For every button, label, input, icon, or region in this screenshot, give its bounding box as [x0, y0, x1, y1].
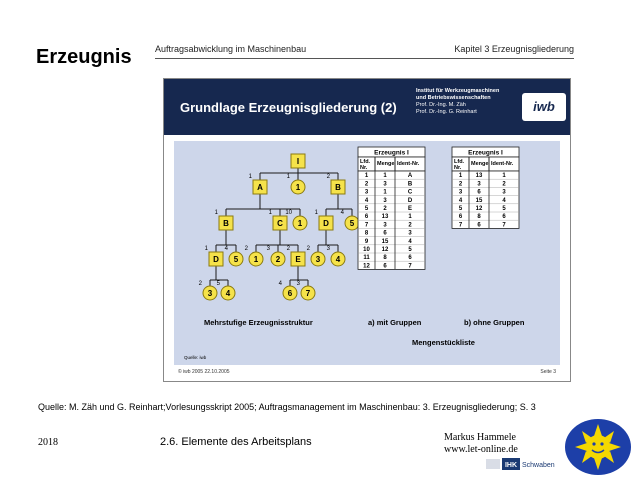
- quantity-label: 1: [248, 174, 252, 180]
- table-cell: 3: [364, 189, 369, 196]
- table-cell: 7: [502, 222, 506, 229]
- table-cell: 6: [477, 189, 481, 196]
- header-left: Auftragsabwicklung im Maschinenbau: [155, 44, 307, 54]
- structure-caption: Mehrstufige Erzeugnisstruktur: [204, 318, 313, 327]
- table-cell: A: [407, 173, 413, 180]
- footer-chapter: 2.6. Elemente des Arbeitsplans: [160, 436, 312, 448]
- node-label: 4: [335, 255, 341, 264]
- table-cell: 1: [383, 189, 387, 196]
- quantity-label: 4: [278, 281, 282, 287]
- quantity-label: 3: [326, 246, 330, 252]
- node-label: 1: [253, 255, 259, 264]
- quantity-label: 2: [306, 246, 310, 252]
- column-header: Lfd.: [454, 159, 465, 165]
- institute-line: Prof. Dr.-Ing. M. Zäh: [416, 102, 466, 108]
- quantity-label: 10: [285, 210, 292, 216]
- table-cell: 3: [408, 230, 412, 237]
- node-label: A: [257, 183, 263, 192]
- table-cell: 2: [458, 181, 463, 188]
- table-cell: 13: [475, 173, 483, 180]
- table-cell: D: [407, 197, 413, 204]
- node-label: 1: [297, 219, 303, 228]
- table-title: Erzeugnis I: [468, 149, 503, 157]
- table-cell: 10: [363, 247, 370, 253]
- table-cell: 15: [475, 197, 483, 204]
- table-cell: 3: [502, 189, 506, 196]
- embedded-footer-right: Seite 3: [540, 369, 556, 375]
- column-header: Menge: [377, 161, 395, 167]
- table-cell: 2: [383, 206, 387, 212]
- node-label: 5: [233, 255, 239, 264]
- table-cell: 1: [502, 173, 506, 180]
- table-cell: 5: [364, 206, 369, 212]
- table-title: Erzeugnis I: [374, 149, 409, 157]
- table-cell: 3: [477, 181, 481, 188]
- node-label: 2: [275, 255, 281, 264]
- table-cell: 6: [477, 222, 481, 229]
- table-cell: 6: [383, 263, 387, 270]
- embedded-title: Grundlage Erzeugnisgliederung (2): [180, 100, 397, 115]
- table-cell: 6: [364, 214, 369, 221]
- quantity-label: 2: [286, 246, 290, 252]
- institute-line: und Betriebswissenschaften: [416, 95, 491, 101]
- table-cell: 2: [502, 181, 506, 188]
- column-header: Nr.: [454, 165, 462, 171]
- table-cell: 6: [408, 255, 412, 262]
- quantity-label: 1: [314, 210, 318, 216]
- ihk-letters: IHK: [504, 462, 518, 469]
- table-cell: 4: [458, 197, 463, 204]
- table-cell: 8: [364, 230, 369, 237]
- table-cell: 3: [383, 222, 387, 229]
- column-header: Menge: [471, 161, 489, 167]
- ihk-region: Schwaben: [522, 462, 555, 469]
- quantity-label: 1: [268, 210, 272, 216]
- column-header: Ident-Nr.: [491, 161, 514, 167]
- table-cell: 12: [363, 263, 370, 270]
- node-label: 6: [287, 289, 293, 298]
- node-label: 1: [295, 183, 301, 192]
- table-cell: 11: [363, 255, 370, 262]
- quantity-label: 2: [326, 174, 330, 180]
- table-cell: 3: [458, 189, 463, 196]
- header-right: Kapitel 3 Erzeugnisgliederung: [454, 44, 574, 54]
- node-label: B: [335, 183, 341, 192]
- institute-line: Institut für Werkzeugmaschinen: [416, 88, 500, 94]
- quantity-label: 1: [286, 174, 290, 180]
- table-cell: 7: [408, 263, 412, 270]
- table-cell: E: [407, 206, 413, 212]
- table-cell: 5: [408, 247, 412, 253]
- table-cell: 6: [383, 230, 387, 237]
- institute-block: [416, 88, 499, 116]
- table-cell: 1: [458, 173, 463, 180]
- quantity-label: 2: [244, 246, 248, 252]
- caption-with-groups: a) mit Gruppen: [368, 318, 422, 327]
- iwb-logo: iwb: [522, 93, 566, 121]
- table-cell: 7: [458, 222, 463, 229]
- node-label: 4: [225, 289, 231, 298]
- bom-caption: Mengenstückliste: [412, 338, 475, 347]
- quantity-label: 4: [340, 210, 344, 216]
- embedded-footer-left: © iwb 2005 22.10.2005: [178, 369, 230, 375]
- table-cell: 8: [477, 214, 481, 221]
- quantity-label: 3: [266, 246, 270, 252]
- footer-year: 2018: [38, 437, 58, 448]
- header-divider: [155, 58, 574, 59]
- table-cell: 1: [408, 214, 412, 221]
- column-header: Nr.: [360, 165, 368, 171]
- caption-without-groups: b) ohne Gruppen: [464, 318, 525, 327]
- author-website[interactable]: www.let-online.de: [444, 444, 518, 455]
- node-label: D: [323, 219, 329, 228]
- table-cell: 15: [381, 238, 389, 245]
- table-cell: 6: [458, 214, 463, 221]
- table-cell: 12: [475, 206, 483, 212]
- source-citation: Quelle: M. Zäh und G. Reinhart;Vorlesungsskript 2005; Auftragsmanagement im Maschinenbau: 3. Erzeugnisgliederung; S. 3: [38, 402, 536, 412]
- node-label: E: [295, 255, 301, 264]
- quantity-label: 1: [204, 246, 208, 252]
- table-cell: 1: [364, 173, 369, 180]
- embedded-slide: [163, 78, 571, 382]
- table-cell: 7: [364, 222, 369, 229]
- table-cell: 13: [381, 214, 389, 221]
- quantity-label: 4: [224, 246, 228, 252]
- node-label: 3: [207, 289, 213, 298]
- node-label: I: [296, 157, 300, 166]
- table-cell: B: [407, 181, 413, 188]
- column-header: Ident-Nr.: [397, 161, 420, 167]
- diagram-source: Quelle: iwb: [184, 355, 207, 360]
- node-label: C: [277, 219, 283, 228]
- table-cell: 12: [381, 247, 389, 253]
- quantity-label: 5: [216, 281, 220, 287]
- node-label: 7: [305, 289, 311, 298]
- ihk-logo: [486, 458, 560, 470]
- node-label: 5: [349, 219, 355, 228]
- table-cell: 4: [364, 197, 369, 204]
- table-cell: 5: [458, 206, 463, 212]
- diagram-area: [174, 141, 560, 365]
- embedded-banner: [164, 79, 570, 135]
- table-cell: 8: [383, 255, 387, 262]
- table-cell: 9: [364, 238, 369, 245]
- bom-diagram: [174, 141, 560, 365]
- slide-title: Erzeugnis: [36, 46, 132, 68]
- sun-face: [586, 435, 610, 459]
- table-cell: 4: [408, 238, 412, 245]
- table-cell: 2: [408, 222, 412, 229]
- quantity-label: 3: [296, 281, 300, 287]
- author-name: Markus Hammele: [444, 432, 516, 443]
- ihk-mark: [486, 459, 500, 469]
- node-label: B: [223, 219, 229, 228]
- table-cell: 6: [502, 214, 506, 221]
- table-cell: 3: [383, 197, 387, 204]
- column-header: Lfd.: [360, 159, 371, 165]
- node-label: D: [213, 255, 219, 264]
- table-cell: 1: [383, 173, 387, 180]
- table-cell: 5: [502, 206, 506, 212]
- quantity-label: 2: [198, 281, 202, 287]
- institute-line: Prof. Dr.-Ing. G. Reinhart: [416, 109, 477, 115]
- table-cell: 3: [383, 181, 387, 188]
- sun-mascot-logo: [564, 418, 632, 476]
- table-cell: 2: [364, 181, 369, 188]
- footer-author: [444, 432, 518, 456]
- quantity-label: 1: [214, 210, 218, 216]
- node-label: 3: [315, 255, 321, 264]
- table-cell: C: [407, 189, 413, 196]
- table-cell: 4: [502, 197, 506, 204]
